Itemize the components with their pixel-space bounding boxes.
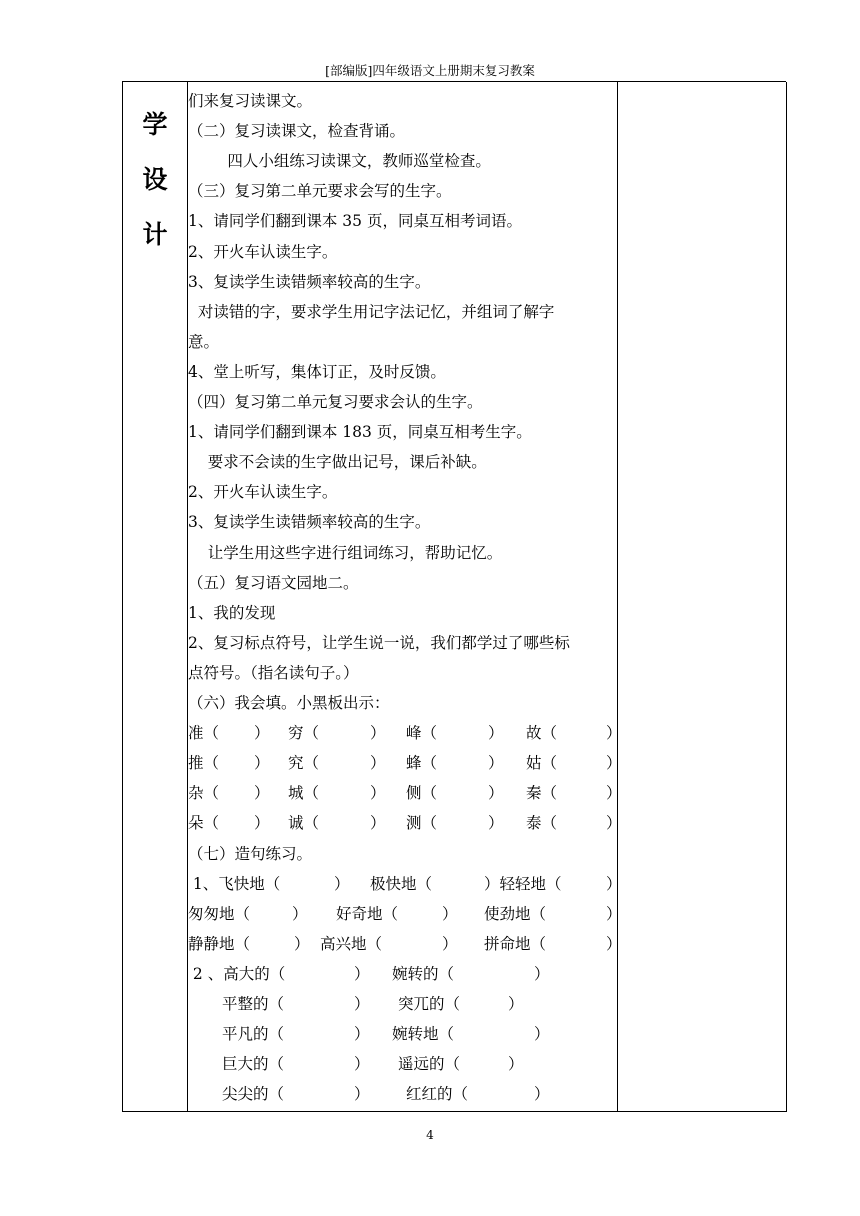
text-line: 2、开火车认读生字。	[188, 483, 338, 502]
fill-in-cell: 故（	[526, 724, 558, 743]
fill-in-cell: 秦（	[526, 784, 558, 803]
sentence-cell: 使劲地（	[484, 904, 547, 923]
phrase-cell: 婉转地（	[392, 1025, 455, 1044]
sentence-cell: 极快地（	[370, 874, 433, 893]
phrase-row	[188, 1019, 616, 1049]
phrase-cell: ）	[354, 995, 370, 1013]
fill-in-cell: 究（	[288, 754, 320, 773]
fill-in-cell: 蜂（	[406, 754, 438, 773]
text-line: 1、请同学们翻到课本 183 页，同桌互相考生字。	[188, 423, 532, 442]
text-line: 4、堂上听写，集体订正，及时反馈。	[188, 362, 446, 381]
text-line: 要求不会读的生字做出记号，课后补缺。	[188, 453, 487, 472]
fill-in-cell: ）	[606, 754, 622, 773]
fill-in-cell: 杂（	[188, 784, 220, 803]
fill-in-row	[188, 808, 622, 838]
sentence-cell: ）	[442, 934, 458, 953]
fill-in-cell: ）	[370, 754, 386, 773]
phrase-cell: ）	[534, 1025, 550, 1044]
phrase-cell: ）	[354, 964, 370, 983]
fill-in-cell: 侧（	[406, 784, 438, 803]
fill-in-cell: ）	[370, 814, 386, 833]
fill-in-cell: ）	[254, 754, 270, 773]
side-title	[123, 97, 187, 262]
text-line: （二）复习读课文，检查背诵。	[188, 122, 406, 141]
side-title-char: 设	[142, 165, 168, 194]
phrase-cell: 平凡的（	[222, 1025, 285, 1044]
fill-in-cell: ）	[254, 724, 270, 743]
fill-in-cell: ）	[370, 724, 386, 743]
fill-in-row	[188, 778, 622, 808]
phrase-row	[188, 1079, 616, 1109]
sentence-cell: 好奇地（	[336, 904, 399, 923]
phrase-cell: 平整的（	[222, 995, 285, 1013]
phrase-row	[188, 989, 616, 1019]
phrase-cell: 2 、高大的（	[188, 964, 286, 983]
phrase-row	[188, 959, 616, 989]
phrase-cell: ）	[354, 1085, 370, 1104]
fill-in-cell: 峰（	[406, 724, 438, 743]
phrase-cell: ）	[534, 964, 550, 983]
document-header: [部编版]四年级语文上册期末复习教案	[325, 63, 535, 78]
text-line: （三）复习第二单元要求会写的生字。	[188, 182, 452, 201]
text-line: （四）复习第二单元复习要求会认的生字。	[188, 393, 483, 411]
sentence-cell: ）	[606, 904, 622, 923]
sentence-row	[188, 899, 622, 929]
phrase-cell: ）	[508, 1055, 524, 1074]
text-line: 3、复读学生读错频率较高的生字。	[188, 513, 431, 532]
fill-in-row	[188, 718, 622, 748]
fill-in-row	[188, 748, 622, 778]
text-line: （六）我会填。小黑板出示：	[188, 694, 390, 712]
phrase-cell: ）	[354, 1025, 370, 1044]
sentence-cell: ）	[292, 904, 308, 923]
fill-in-cell: 穷（	[288, 724, 320, 743]
text-line: 2、开火车认读生字。	[188, 242, 338, 261]
fill-in-cell: 推（	[188, 754, 220, 773]
text-line: 意。	[188, 332, 220, 351]
text-line: 2、复习标点符号，让学生说一说，我们都学过了哪些标	[188, 633, 570, 652]
sentence-cell: ）轻轻地（	[484, 874, 562, 893]
fill-in-cell: 城（	[288, 784, 320, 803]
text-line: （五）复习语文园地二。	[188, 573, 359, 592]
fill-in-cell: ）	[606, 814, 622, 833]
text-line: 们来复习读课文。	[188, 92, 313, 110]
fill-in-cell: 准（	[188, 724, 220, 743]
text-line: 1、我的发现	[188, 603, 276, 622]
fill-in-cell: ）	[606, 724, 622, 743]
text-line: 1、请同学们翻到课本 35 页，同桌互相考词语。	[188, 212, 522, 231]
text-line: 对读错的字，要求学生用记字法记忆，并组词了解字	[188, 302, 555, 321]
fill-in-cell: ）	[254, 814, 270, 833]
fill-in-cell: ）	[488, 754, 504, 773]
phrase-cell: 巨大的（	[222, 1055, 285, 1074]
text-line: 3、复读学生读错频率较高的生字。	[188, 272, 431, 291]
phrase-cell: 尖尖的（	[222, 1085, 285, 1104]
sentence-cell: ）	[442, 904, 458, 923]
phrase-cell: ）	[508, 995, 524, 1013]
sentence-cell: ）	[606, 874, 622, 893]
sentence-cell: 匆匆地（	[188, 904, 251, 923]
sentence-cell: ）	[606, 934, 622, 953]
phrase-cell: ）	[534, 1085, 550, 1104]
section-heading: （七）造句练习。	[188, 844, 313, 863]
sentence-row	[188, 929, 622, 959]
fill-in-cell: ）	[488, 814, 504, 833]
fill-in-cell: 测（	[406, 814, 438, 833]
sentence-cell: ）	[334, 874, 350, 893]
sentence-cell: 静静地（	[188, 934, 251, 953]
fill-in-cell: ）	[488, 784, 504, 803]
phrase-row	[188, 1049, 616, 1079]
fill-in-cell: 姑（	[526, 754, 558, 773]
text-line: 四人小组练习读课文，教师巡堂检查。	[188, 152, 491, 171]
phrase-cell: 突兀的（	[398, 995, 461, 1013]
sentence-cell: 1、飞快地（	[188, 874, 281, 893]
text-line: 让学生用这些字进行组词练习，帮助记忆。	[188, 543, 503, 562]
fill-in-cell: 泰（	[526, 814, 558, 833]
fill-in-cell: ）	[370, 784, 386, 803]
fill-in-cell: 朵（	[188, 814, 220, 833]
sentence-cell: ）	[294, 934, 310, 953]
fill-in-cell: ）	[254, 784, 270, 803]
fill-in-cell: ）	[606, 784, 622, 803]
page-number: 4	[426, 1128, 434, 1142]
side-title-char: 计	[142, 220, 168, 249]
text-line: 点符号。（指名读句子。）	[188, 663, 359, 682]
phrase-cell: 红红的（	[406, 1085, 469, 1104]
fill-in-cell: ）	[488, 724, 504, 743]
phrase-cell: 婉转的（	[392, 964, 455, 983]
side-title-char: 学	[142, 110, 168, 139]
sentence-cell: 拼命地（	[484, 934, 547, 953]
phrase-cell: 遥远的（	[398, 1055, 461, 1074]
fill-in-cell: 诚（	[288, 814, 320, 833]
sentence-row	[188, 869, 622, 899]
sentence-cell: 高兴地（	[320, 934, 383, 953]
phrase-cell: ）	[354, 1055, 370, 1074]
